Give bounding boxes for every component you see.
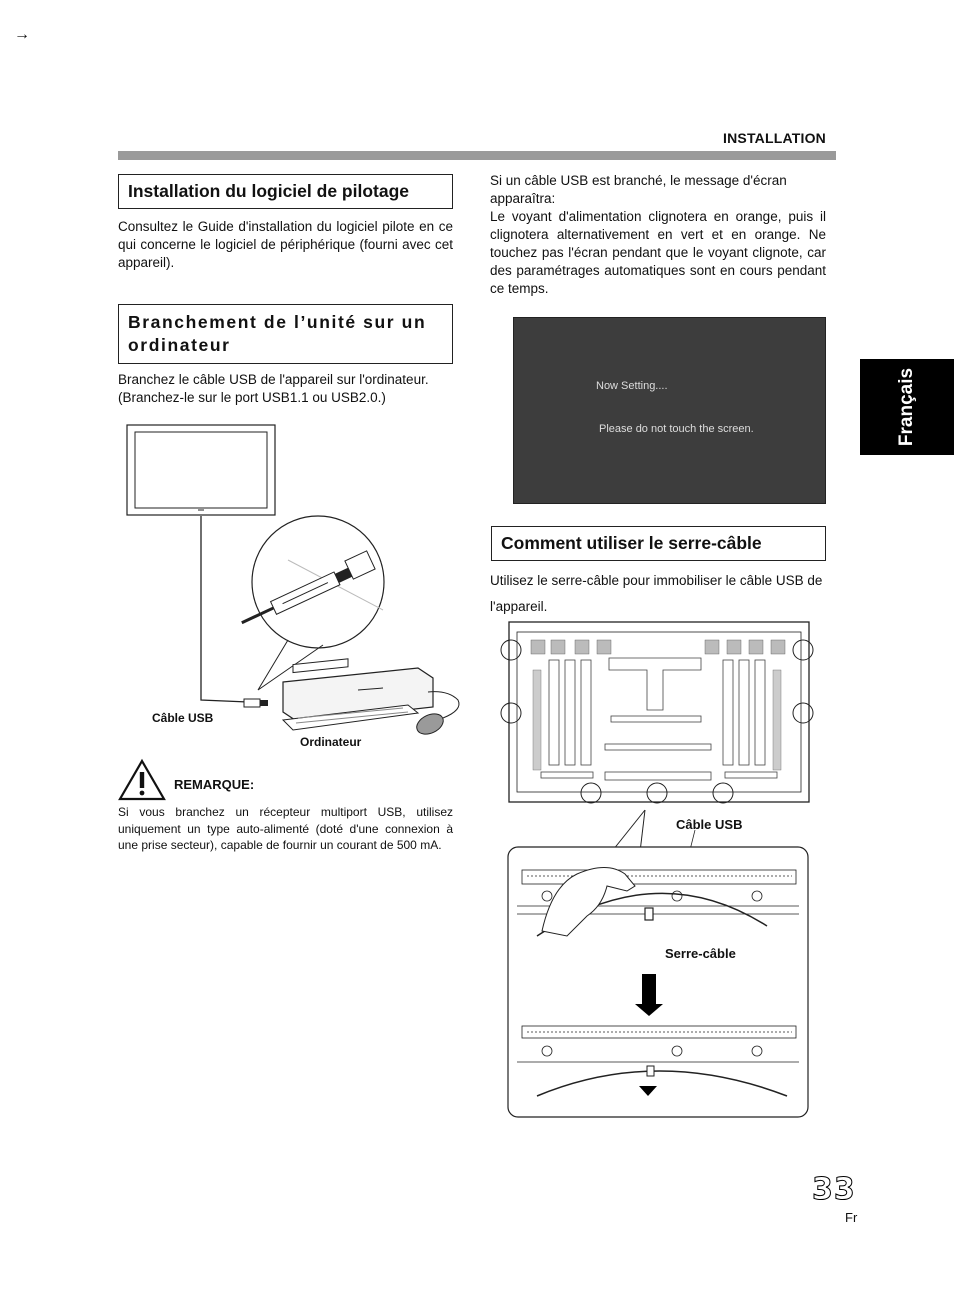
connection-illustration bbox=[118, 420, 468, 750]
section-title-cable-clamp: Comment utiliser le serre-câble bbox=[491, 526, 826, 561]
screen-line-1: Now Setting.... bbox=[596, 380, 668, 392]
usb-intro-detail: Le voyant d'alimentation clignotera en orange, puis il clignotera alternativement en vert et en orange. Ne touchez pas l'écran pendant que le voyant clignote, car des paramétrages automatiques sont en cours pendant ce temps. bbox=[490, 209, 826, 296]
language-code: Fr bbox=[845, 1210, 858, 1225]
caption-usb-cable-right: Câble USB bbox=[676, 817, 743, 832]
screen-line-2: Please do not touch the screen. bbox=[599, 423, 754, 435]
page-number: 33 bbox=[812, 1172, 856, 1207]
section-header: INSTALLATION bbox=[723, 130, 826, 146]
screen-message bbox=[513, 317, 826, 504]
connection-line-2: (Branchez-le sur le port USB1.1 ou USB2.0.) bbox=[118, 390, 386, 405]
connection-line-1: Branchez le câble USB de l'appareil sur l'ordinateur. bbox=[118, 372, 429, 387]
note-title: REMARQUE: bbox=[174, 777, 255, 792]
section-title-connection: Branchement de l’unité sur un ordinateur bbox=[118, 304, 453, 364]
driver-paragraph: Consultez le Guide d'installation du logiciel pilote en ce qui concerne le logiciel de périphérique (fourni avec cet appareil). bbox=[118, 219, 453, 270]
caption-computer: Ordinateur bbox=[300, 735, 362, 749]
usb-intro bbox=[490, 172, 826, 298]
cable-clamp-illustration bbox=[507, 846, 809, 1118]
rear-panel-illustration bbox=[505, 620, 815, 805]
usb-intro-line: Si un câble USB est branché, le message d'écran apparaîtra: bbox=[490, 173, 787, 206]
section-title-driver: Installation du logiciel de pilotage bbox=[118, 174, 453, 209]
cable-clamp-paragraph: Utilisez le serre-câble pour immobiliser le câble USB de l'appareil. bbox=[490, 573, 823, 614]
note-text: Si vous branchez un récepteur multiport USB, utilisez uniquement un type auto-alimenté (doté d'une connexion à une prise secteur), capable de fournir un courant de 500 mA. bbox=[118, 805, 453, 852]
header-rule bbox=[118, 151, 836, 160]
warning-icon bbox=[118, 759, 166, 801]
continuation-arrow: → bbox=[14, 26, 30, 43]
language-tab bbox=[860, 359, 954, 455]
caption-usb-cable-left: Câble USB bbox=[152, 711, 214, 725]
connection-paragraph bbox=[118, 371, 458, 407]
caption-cable-clamp: Serre-câble bbox=[665, 946, 736, 961]
language-tab-label: Français bbox=[896, 367, 917, 447]
